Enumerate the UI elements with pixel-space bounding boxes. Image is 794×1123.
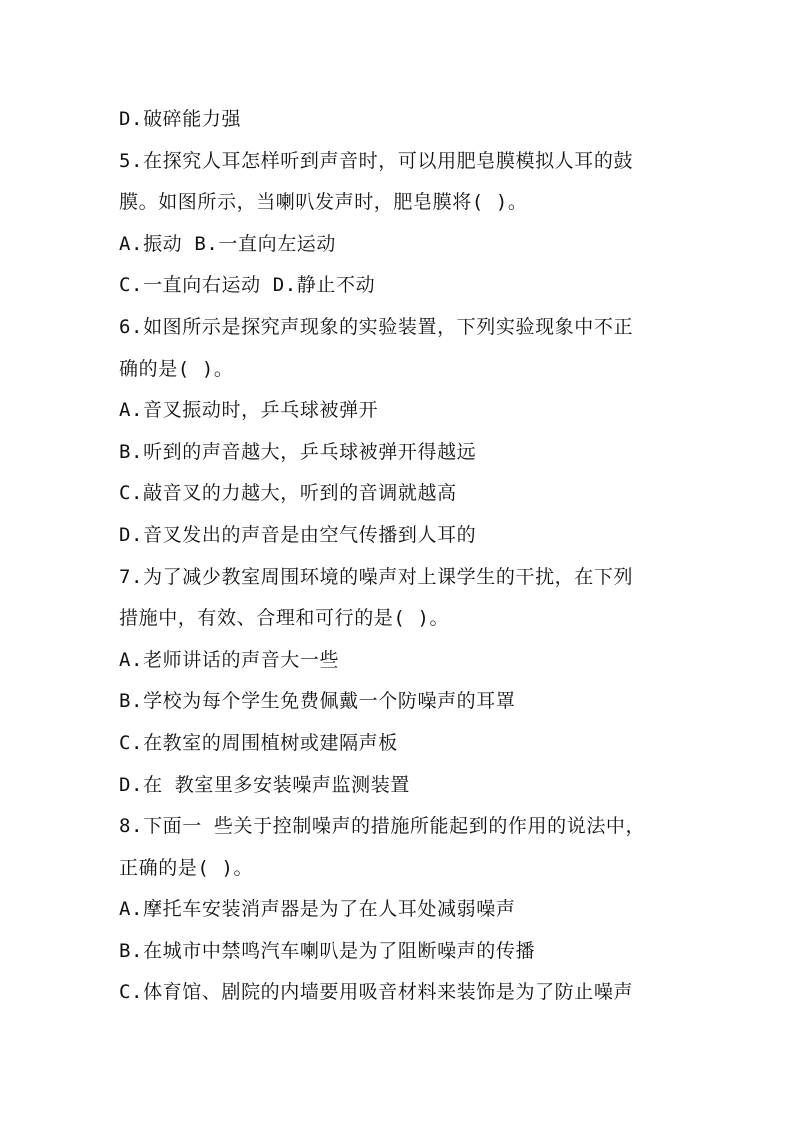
question-7-option-d: D.在 教室里多安装噪声监测装置 [119, 773, 410, 796]
question-7-line-2: 措施中，有效、合理和可行的是( )。 [119, 607, 450, 630]
question-7-option-b: B.学校为每个学生免费佩戴一个防噪声的耳罩 [119, 690, 516, 713]
question-7-line-1: 7.为了减少教室周围环境的噪声对上课学生的干扰，在下列 [119, 565, 634, 588]
question-7-option-c: C.在教室的周围植树或建隔声板 [119, 731, 398, 754]
question-5-line-1: 5.在探究人耳怎样听到声音时，可以用肥皂膜模拟人耳的鼓 [119, 149, 634, 172]
question-5-options-cd: C.一直向右运动 D.静止不动 [119, 274, 376, 297]
question-8-option-c: C.体育馆、剧院的内墙要用吸音材料来装饰是为了防止噪声 [119, 981, 634, 1004]
question-8-option-b: B.在城市中禁鸣汽车喇叭是为了阻断噪声的传播 [119, 939, 536, 962]
question-6-option-d: D.音叉发出的声音是由空气传播到人耳的 [119, 523, 477, 546]
question-7-option-a: A.老师讲话的声音大一些 [119, 648, 340, 671]
document-page [119, 101, 694, 1016]
question-8-line-2: 正确的是( )。 [119, 856, 254, 879]
question-6-option-a: A.音叉振动时，乒乓球被弹开 [119, 399, 379, 422]
question-8-line-1: 8.下面一 些关于控制噪声的措施所能起到的作用的说法中， [119, 815, 646, 838]
option-d-q4: D.破碎能力强 [119, 108, 242, 130]
question-6-option-b: B.听到的声音越大，乒乓球被弹开得越远 [119, 440, 477, 463]
question-8-option-a: A.摩托车安装消声器是为了在人耳处减弱噪声 [119, 898, 516, 921]
question-5-line-2: 膜。如图所示，当喇叭发声时，肥皂膜将( )。 [119, 191, 528, 214]
question-5-options-ab: A.振动 B.一直向左运动 [119, 232, 336, 255]
question-6-option-c: C.敲音叉的力越大，听到的音调就越高 [119, 482, 457, 505]
question-6-line-2: 确的是( )。 [119, 357, 234, 380]
question-6-line-1: 6.如图所示是探究声现象的实验装置，下列实验现象中不正 [119, 315, 634, 338]
